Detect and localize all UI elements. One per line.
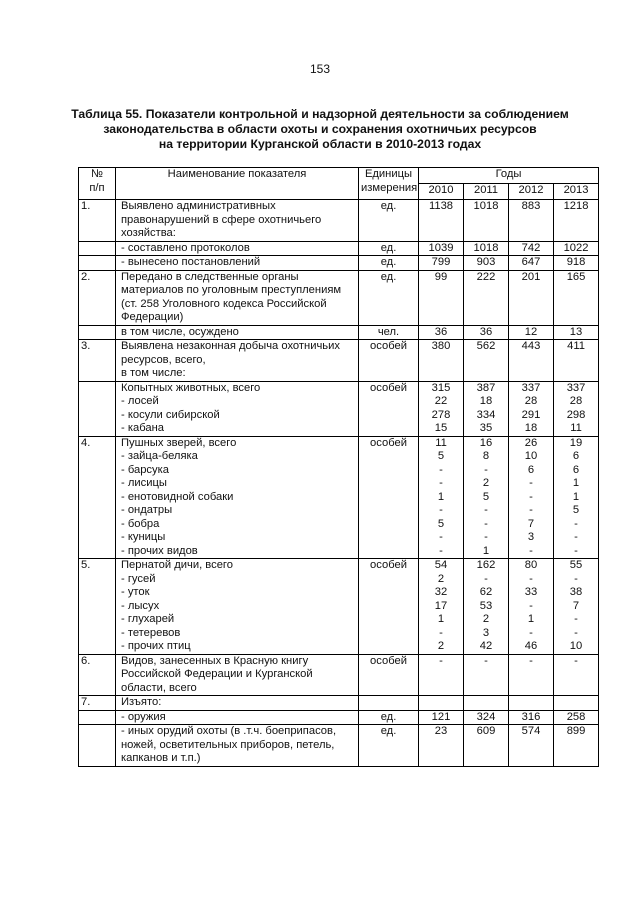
value-line: 574 [521, 725, 541, 737]
indicator-name-line: хозяйства: [121, 227, 176, 239]
indicator-name-line: в том числе: [121, 367, 186, 379]
unit-cell: особей [359, 340, 419, 382]
value-line: 22 [434, 395, 448, 407]
value-line: - [439, 531, 443, 543]
value-cell [419, 654, 464, 696]
value-line: - [574, 517, 578, 530]
value-line: 337 [566, 381, 586, 394]
indicator-name [116, 256, 359, 271]
table-row [79, 725, 599, 767]
indicator-name-line: - вынесено постановлений [121, 256, 261, 268]
value-cell [554, 710, 599, 725]
value-cell [554, 381, 599, 436]
value-cell [509, 696, 554, 711]
value-cell [464, 340, 509, 382]
value-cell [509, 256, 554, 271]
value-line: - [439, 477, 443, 489]
value-line: 387 [476, 381, 496, 394]
value-line: - [574, 626, 578, 639]
value-cell [554, 200, 599, 242]
row-number: 5. [79, 559, 116, 655]
value-line: - [439, 544, 443, 557]
indicator-name-line: - тетеревов [121, 626, 181, 639]
indicator-name-line: Федерации) [121, 311, 184, 323]
unit-cell: ед. [359, 270, 419, 325]
unit-cell: ед. [359, 241, 419, 256]
header-year: 2013 [554, 184, 599, 200]
table-row [79, 325, 599, 340]
value-line: 742 [521, 241, 541, 254]
value-line: 337 [521, 381, 541, 394]
value-line: 10 [524, 450, 538, 462]
table-title [70, 107, 570, 152]
value-line: 2 [482, 477, 490, 489]
header-name: Наименование показателя [116, 168, 359, 200]
value-line: 36 [434, 325, 448, 338]
value-line: 54 [434, 559, 448, 571]
value-line: 35 [479, 422, 493, 434]
value-line: 15 [434, 422, 448, 434]
value-cell [464, 325, 509, 340]
value-line: - [529, 654, 533, 667]
indicator-name-line: - прочих птиц [121, 640, 191, 652]
header-num-line: п/п [89, 181, 105, 194]
value-cell [464, 200, 509, 242]
value-line: 5 [437, 517, 445, 530]
value-line: 3 [482, 626, 490, 639]
indicator-name-line: Выявлено административных [121, 200, 276, 212]
row-number [79, 725, 116, 767]
value-line: 1 [572, 477, 580, 489]
indicator-name-line: - куницы [121, 531, 166, 543]
header-unit [359, 168, 419, 200]
value-line: - [574, 531, 578, 543]
value-line: 609 [476, 725, 496, 737]
indicator-name [116, 381, 359, 436]
table-row [79, 436, 599, 559]
value-line: 33 [524, 586, 538, 598]
value-line: - [574, 654, 578, 667]
value-cell [464, 256, 509, 271]
value-cell [509, 559, 554, 655]
value-cell [509, 725, 554, 767]
indicator-name-line: - зайца-беляка [121, 450, 198, 462]
indicator-name-line: Пернатой дичи, всего [121, 559, 233, 571]
value-cell [509, 200, 554, 242]
value-cell [554, 256, 599, 271]
value-line: 5 [572, 504, 580, 516]
value-line: - [484, 531, 488, 543]
value-line: 62 [479, 586, 493, 598]
indicator-name-line: Изъято: [121, 696, 162, 708]
value-cell [464, 270, 509, 325]
value-line: 6 [572, 450, 580, 462]
value-line: 23 [434, 725, 448, 737]
table-row [79, 381, 599, 436]
indicator-name-line: ресурсов, всего, [121, 353, 206, 366]
indicator-name-line: (ст. 258 Уголовного кодекса Российской [121, 297, 327, 310]
value-cell [554, 559, 599, 655]
value-line: 8 [482, 450, 490, 462]
indicator-name [116, 654, 359, 696]
value-cell [509, 381, 554, 436]
value-line: 11 [435, 436, 447, 449]
value-line: 165 [566, 270, 586, 283]
indicator-name [116, 710, 359, 725]
value-line: 562 [476, 340, 496, 352]
table-row [79, 559, 599, 655]
unit-cell: ед. [359, 725, 419, 767]
value-line: 1218 [563, 200, 589, 212]
value-line: 324 [476, 710, 496, 723]
unit-cell [359, 696, 419, 711]
table-row [79, 654, 599, 696]
unit-cell: особей [359, 654, 419, 696]
value-cell [509, 325, 554, 340]
value-line: 380 [431, 340, 451, 352]
unit-cell: ед. [359, 200, 419, 242]
value-line: 28 [524, 395, 538, 407]
value-line: - [529, 504, 533, 516]
value-line: 1039 [428, 241, 454, 254]
value-line: - [529, 490, 533, 503]
indicator-name [116, 270, 359, 325]
value-line: 16 [479, 436, 493, 449]
value-cell [554, 436, 599, 559]
table-row [79, 200, 599, 242]
value-line: 298 [566, 408, 586, 421]
value-line: - [439, 654, 443, 667]
value-line: 278 [431, 408, 451, 421]
indicator-name-line: Пушных зверей, всего [121, 436, 237, 449]
indicator-name-line: в том числе, осуждено [121, 325, 239, 338]
value-cell [419, 381, 464, 436]
value-cell [419, 325, 464, 340]
unit-cell: ед. [359, 710, 419, 725]
value-line: 411 [567, 340, 585, 352]
value-cell [509, 340, 554, 382]
indicator-name-line: - кабана [121, 422, 164, 434]
row-number: 4. [79, 436, 116, 559]
value-line: 2 [437, 572, 445, 585]
value-line: 7 [527, 517, 535, 530]
value-line: 1018 [473, 200, 499, 212]
value-line: - [484, 463, 488, 476]
indicator-name-line: - косули сибирской [121, 408, 220, 421]
indicator-name-line: - уток [121, 586, 150, 598]
value-line: - [439, 463, 443, 476]
value-line: 258 [566, 710, 586, 723]
value-line: 443 [521, 340, 541, 352]
value-line: - [484, 654, 488, 667]
unit-cell: ед. [359, 256, 419, 271]
value-cell [419, 256, 464, 271]
value-line: - [529, 599, 533, 612]
indicator-name-line: - барсука [121, 463, 169, 476]
indicator-name-line: материалов по уголовным преступлениям [121, 284, 342, 296]
indicator-name-line: области, всего [121, 681, 197, 694]
value-line: 32 [434, 586, 448, 598]
table-row [79, 340, 599, 382]
value-line: 55 [569, 559, 583, 571]
value-cell [464, 241, 509, 256]
indicator-name-line: ножей, осветительных приборов, петель, [121, 738, 335, 751]
unit-cell: особей [359, 559, 419, 655]
value-line: 2 [437, 640, 445, 652]
row-number [79, 325, 116, 340]
value-line: 315 [431, 381, 451, 394]
value-line: 1138 [428, 200, 454, 212]
value-line: 1 [437, 490, 445, 503]
value-line: 36 [479, 325, 493, 338]
value-line: 38 [569, 586, 583, 598]
indicator-name-line: - лисицы [121, 477, 167, 489]
indicator-name [116, 559, 359, 655]
row-number: 1. [79, 200, 116, 242]
value-line: - [484, 504, 488, 516]
header-num-line: № [90, 168, 103, 180]
value-line: 162 [476, 559, 496, 571]
row-number: 3. [79, 340, 116, 382]
indicator-name [116, 200, 359, 242]
value-line: 80 [524, 559, 538, 571]
value-line: 1 [437, 613, 445, 625]
value-line: - [439, 504, 443, 516]
indicator-name [116, 241, 359, 256]
value-cell [464, 559, 509, 655]
value-cell [509, 241, 554, 256]
header-year: 2012 [509, 184, 554, 200]
table-body [79, 200, 599, 767]
value-line: - [529, 477, 533, 489]
value-cell [554, 654, 599, 696]
indicator-name-line: - ондатры [121, 504, 173, 516]
value-line: - [529, 544, 533, 557]
value-line: 899 [566, 725, 586, 737]
indicator-name-line: Передано в следственные органы [121, 270, 299, 283]
row-number: 7. [79, 696, 116, 711]
value-line: 5 [482, 490, 490, 503]
row-number [79, 710, 116, 725]
value-line: - [439, 626, 443, 639]
value-cell [554, 241, 599, 256]
indicator-name-line: капканов и т.п.) [121, 752, 201, 764]
indicator-name-line: - оружия [121, 710, 166, 723]
value-line: 201 [521, 270, 541, 283]
value-cell [464, 381, 509, 436]
value-line: 12 [524, 325, 538, 338]
value-line: 53 [479, 599, 493, 612]
table-row [79, 696, 599, 711]
value-line: - [529, 626, 533, 639]
indicator-name [116, 725, 359, 767]
header-num [79, 168, 116, 200]
header-unit-line: измерения [361, 181, 418, 194]
data-table [78, 167, 599, 767]
value-cell [509, 710, 554, 725]
value-line: 291 [521, 408, 541, 421]
indicator-name-line: - иных орудий охоты (в .т.ч. боеприпасов, [121, 725, 337, 737]
value-line: - [484, 517, 488, 530]
value-cell [464, 696, 509, 711]
title-line: законодательства в области охоты и сохранения охотничьих ресурсов [103, 122, 537, 136]
value-line: 17 [434, 599, 448, 612]
unit-cell: чел. [359, 325, 419, 340]
value-cell [554, 325, 599, 340]
value-cell [509, 654, 554, 696]
value-cell [554, 725, 599, 767]
indicator-name-line: - лысух [121, 599, 160, 612]
value-line: 799 [431, 256, 451, 268]
value-line: 1 [527, 613, 535, 625]
value-cell [419, 696, 464, 711]
header-years: Годы [419, 168, 599, 184]
value-cell [419, 559, 464, 655]
indicator-name-line: - гусей [121, 572, 156, 585]
indicator-name-line: Копытных животных, всего [121, 381, 261, 394]
value-line: 222 [476, 270, 496, 283]
value-line: 19 [569, 436, 583, 449]
value-line: 2 [482, 613, 490, 625]
value-line: 11 [570, 422, 582, 434]
value-cell [464, 436, 509, 559]
table-row [79, 241, 599, 256]
table-row [79, 256, 599, 271]
header-unit-line: Единицы [364, 168, 413, 180]
row-number: 2. [79, 270, 116, 325]
value-line: 6 [572, 463, 580, 476]
value-line: 121 [431, 710, 451, 723]
value-line: 10 [569, 640, 583, 652]
indicator-name-line: Видов, занесенных в Красную книгу [121, 654, 309, 667]
value-line: 883 [521, 200, 541, 212]
value-cell [509, 270, 554, 325]
table-row [79, 270, 599, 325]
value-line: 1018 [473, 241, 499, 254]
value-line: 13 [569, 325, 583, 338]
value-line: 647 [521, 256, 541, 268]
indicator-name-line: - прочих видов [121, 544, 198, 557]
indicator-name-line: Выявлена незаконная добыча охотничьих [121, 340, 340, 352]
value-line: 316 [521, 710, 541, 723]
value-line: 18 [524, 422, 538, 434]
indicator-name-line: - бобра [121, 517, 160, 530]
value-line: 1022 [563, 241, 589, 254]
value-cell [419, 340, 464, 382]
indicator-name-line: - лосей [121, 395, 159, 407]
value-line: 6 [527, 463, 535, 476]
table-row [79, 710, 599, 725]
indicator-name-line: - глухарей [121, 613, 175, 625]
row-number [79, 381, 116, 436]
title-line: Таблица 55. Показатели контрольной и надзорной деятельности за соблюдением [71, 107, 569, 121]
value-cell [554, 270, 599, 325]
value-line: 28 [569, 395, 583, 407]
indicator-name-line: - составлено протоколов [121, 241, 250, 254]
value-cell [509, 436, 554, 559]
unit-cell: особей [359, 436, 419, 559]
value-line: 1 [572, 490, 580, 503]
value-line: 18 [479, 395, 493, 407]
value-cell [554, 340, 599, 382]
indicator-name-line: Российской Федерации и Курганской [121, 668, 313, 680]
indicator-name [116, 436, 359, 559]
value-cell [464, 725, 509, 767]
value-line: 1 [482, 544, 490, 557]
indicator-name [116, 340, 359, 382]
value-cell [419, 725, 464, 767]
value-cell [464, 710, 509, 725]
header-year: 2011 [464, 184, 509, 200]
unit-cell: особей [359, 381, 419, 436]
value-line: 46 [524, 640, 538, 652]
value-line: - [574, 613, 578, 625]
page-number: 153 [309, 62, 331, 76]
value-line: 7 [572, 599, 580, 612]
value-cell [554, 696, 599, 711]
value-cell [464, 654, 509, 696]
value-line: 99 [434, 270, 448, 283]
row-number [79, 241, 116, 256]
indicator-name-line: правонарушений в сфере охотничьего [121, 213, 322, 226]
indicator-name [116, 696, 359, 711]
value-line: 918 [566, 256, 586, 268]
value-line: 42 [479, 640, 493, 652]
value-line: - [574, 544, 578, 557]
indicator-name [116, 325, 359, 340]
value-line: 26 [524, 436, 538, 449]
value-cell [419, 241, 464, 256]
indicator-name-line: - енотовидной собаки [121, 490, 234, 503]
value-line: 3 [527, 531, 535, 543]
value-line: - [529, 572, 533, 585]
title-line: на территории Курганской области в 2010-2013 годах [158, 137, 482, 151]
value-cell [419, 436, 464, 559]
row-number: 6. [79, 654, 116, 696]
value-line: - [484, 572, 488, 585]
value-cell [419, 200, 464, 242]
row-number [79, 256, 116, 271]
value-line: 903 [476, 256, 496, 268]
value-line: 5 [437, 450, 445, 462]
header-year: 2010 [419, 184, 464, 200]
value-cell [419, 270, 464, 325]
value-cell [419, 710, 464, 725]
value-line: - [574, 572, 578, 585]
value-line: 334 [476, 408, 496, 421]
